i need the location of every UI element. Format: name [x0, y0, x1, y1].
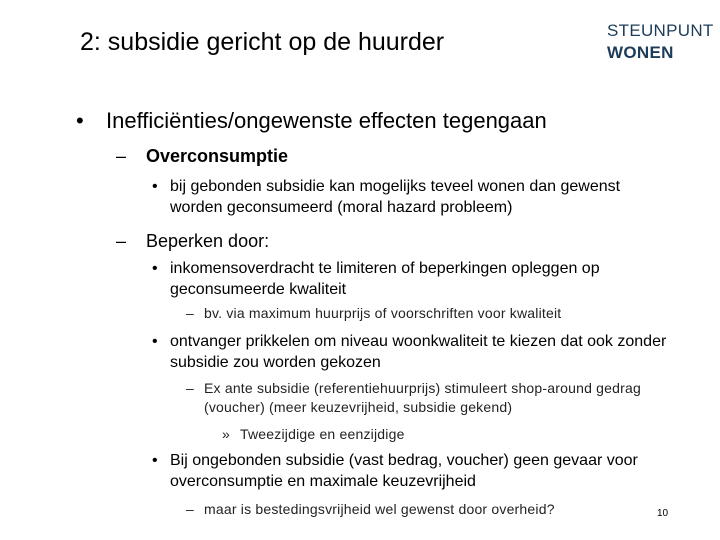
raquo-marker: »	[222, 426, 230, 442]
bullet-inkomensoverdracht	[152, 258, 672, 300]
bullet-text: Beperken door:	[146, 231, 270, 251]
bullet-marker: •	[152, 178, 158, 195]
bullet-ex-ante-subsidie	[186, 379, 676, 417]
bullet-text: Overconsumptie	[146, 146, 289, 166]
bullet-inefficienties	[76, 108, 696, 134]
bullet-ongebonden-subsidie	[152, 450, 672, 492]
logo-line-2: WONEN	[607, 43, 674, 62]
bullet-bestedingsvrijheid	[186, 500, 646, 519]
steunpunt-wonen-logo	[607, 20, 714, 63]
bullet-beperken-door	[116, 230, 696, 252]
bullet-marker: •	[152, 452, 158, 469]
bullet-text: Bij ongebonden subsidie (vast bedrag, voucher) geen gevaar voor overconsumptie en maximale keuzevrijheid	[170, 452, 638, 490]
dash-marker: –	[116, 146, 127, 166]
bullet-overconsumptie	[116, 145, 696, 167]
bullet-marker: •	[152, 260, 158, 277]
bullet-text: ontvanger prikkelen om niveau woonkwaliteit te kiezen dat ook zonder subsidie zou worden gekozen	[170, 333, 667, 371]
slide-title: 2: subsidie gericht op de huurder	[80, 28, 445, 56]
bullet-marker: •	[152, 333, 158, 350]
page-number: 10	[657, 508, 669, 519]
bullet-tweezijdige	[222, 425, 682, 444]
bullet-maximum-huurprijs	[186, 304, 686, 323]
dash-marker: –	[186, 305, 194, 321]
bullet-marker: •	[76, 108, 84, 133]
bullet-text: Ex ante subsidie (referentiehuurprijs) stimuleert shop-around gedrag (voucher) (meer keuzevrijheid, subsidie gekend)	[204, 380, 641, 415]
logo-line-1: STEUNPUNT	[607, 21, 714, 40]
bullet-ontvanger-prikkelen	[152, 331, 672, 373]
bullet-gebonden-subsidie	[152, 176, 672, 218]
dash-marker: –	[186, 501, 194, 517]
bullet-text: bij gebonden subsidie kan mogelijks teveel wonen dan gewenst worden geconsumeerd (moral hazard probleem)	[170, 178, 621, 216]
bullet-text: inkomensoverdracht te limiteren of beperkingen opleggen op geconsumeerde kwaliteit	[170, 260, 600, 298]
dash-marker: –	[116, 231, 127, 251]
bullet-text: Inefficiënties/ongewenste effecten tegengaan	[106, 108, 547, 133]
bullet-text: bv. via maximum huurprijs of voorschriften voor kwaliteit	[204, 305, 562, 321]
bullet-text: Tweezijdige en eenzijdige	[240, 426, 405, 442]
bullet-text: maar is bestedingsvrijheid wel gewenst door overheid?	[204, 501, 555, 517]
dash-marker: –	[186, 380, 194, 396]
